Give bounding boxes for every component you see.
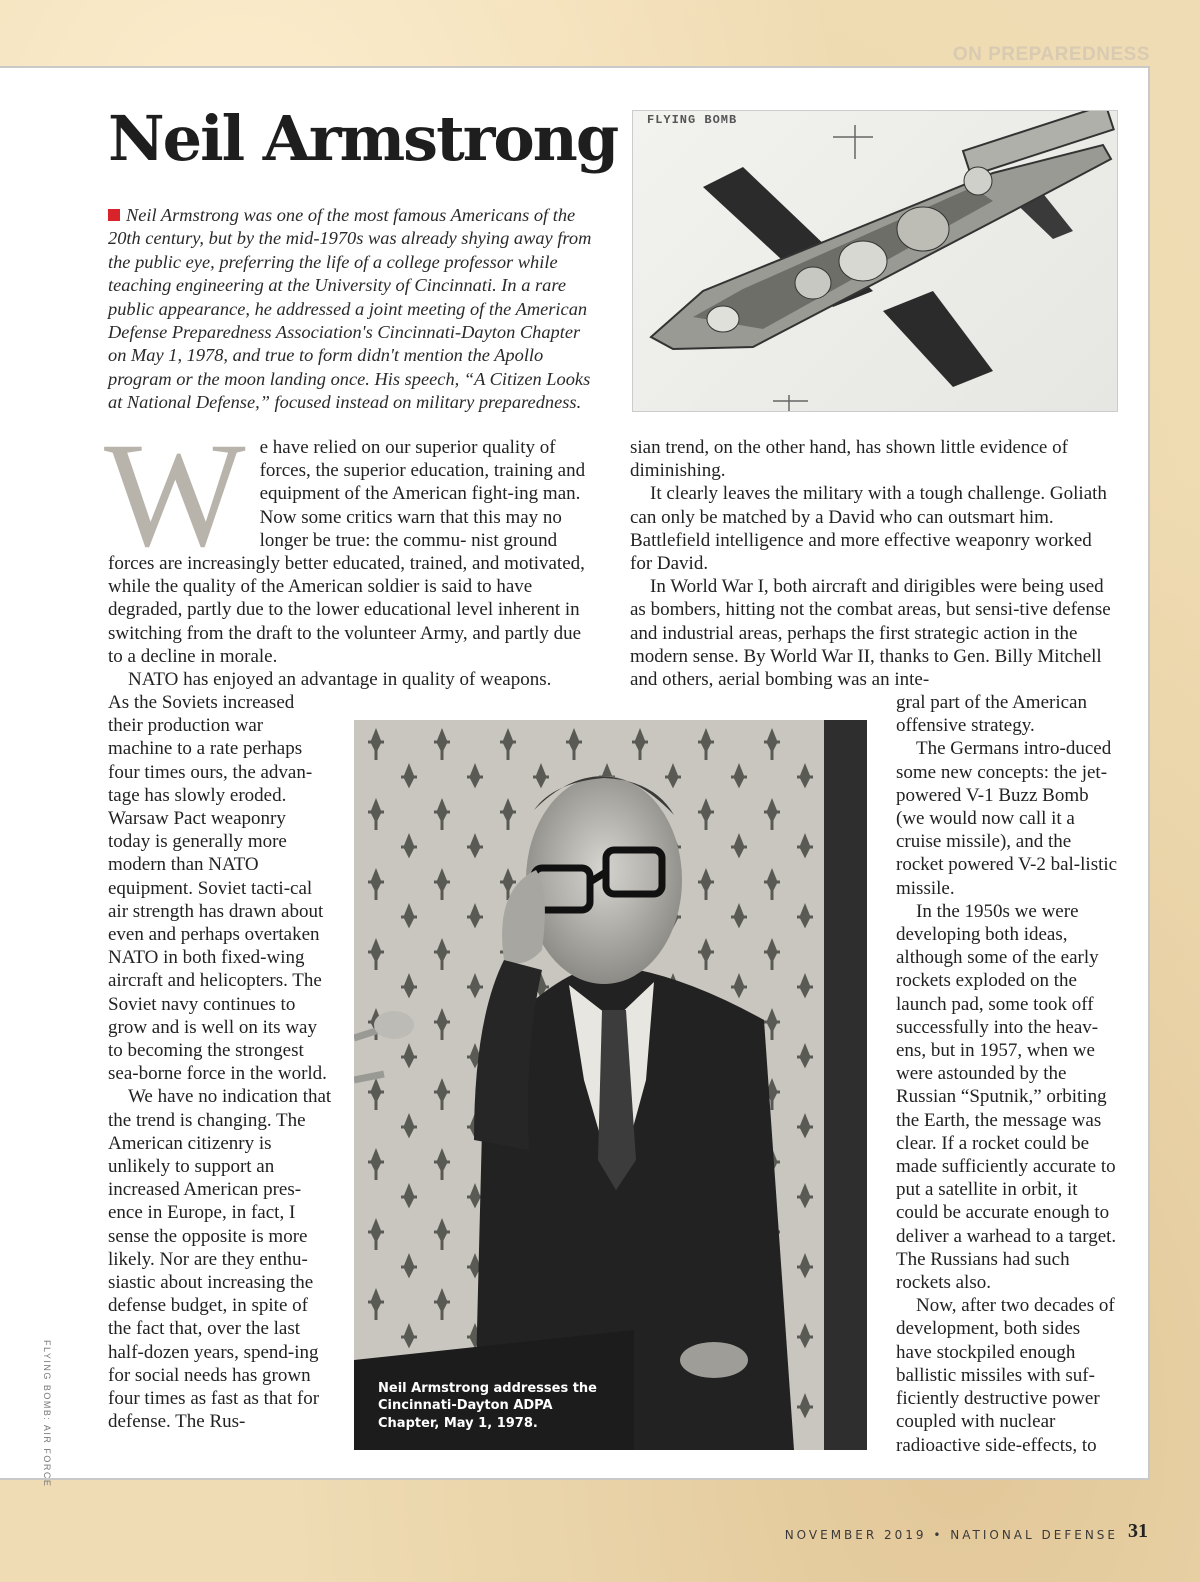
footer-issue: NOVEMBER 2019 • NATIONAL DEFENSE — [784, 1528, 1118, 1542]
paragraph-text: nist ground forces are increasingly better educated, trained, and motivated, while the quality of the American soldier is said to have degraded, partly due to the lower educational level inherent in switching from the draft to the volunteer Army, and partly due to a decline in morale. — [108, 529, 585, 667]
red-square-icon — [108, 209, 120, 221]
column-1-narrow — [108, 691, 332, 1434]
section-label: ON PREPAREDNESS — [952, 44, 1150, 65]
paragraph: As the Soviets increased their production war machine to a rate perhaps four times ours, the advan-tage has slowly eroded. Warsaw Pact weaponry today is generally more modern than NATO equipment. Soviet tacti-cal air strength has drawn about even and perhaps overtaken NATO in both fixed-wing aircraft and helicopters. The Soviet navy continues to grow and is well on its way to becoming the strongest sea-borne force in the world. — [108, 692, 327, 1085]
paragraph: sian trend, on the other hand, has shown little evidence of diminishing. — [630, 437, 1068, 482]
paragraph — [104, 412, 586, 668]
v1-cutaway-drawing — [633, 111, 1118, 412]
paragraph: NATO has enjoyed an advantage in quality of weapons. — [128, 669, 552, 691]
paragraph-text: e have relied on our superior quality of forces, the superior education, training and equipment of the American fight-ing man. Now some critics warn that this may no longer be true: the commu- — [259, 437, 586, 551]
photo-credit: FLYING BOMB: AIR FORCE — [42, 1340, 52, 1488]
paragraph: In the 1950s we were developing both ideas, although some of the early rockets exploded on the launch pad, some took off successfully into the heav-ens, but in 1957, when we were astounded by the Russian “Sputnik,” orbiting the Earth, the message was clear. If a rocket could be made sufficiently accurate to put a satellite in orbit, it could be accurate enough to deliver a warhead to a target. The Russians had such rockets also. — [896, 900, 1117, 1294]
flying-bomb-illustration — [632, 110, 1118, 412]
paragraph: In World War I, both aircraft and dirigibles were being used as bombers, hitting not the combat areas, but sensi-tive defense and industrial areas, perhaps the first strategic action in the modern sense. By World War II, thanks to Gen. Billy Mitchell and others, aerial bombing was an inte- — [630, 576, 1111, 691]
paragraph: It clearly leaves the military with a tough challenge. Goliath can only be matched by a David who can outsmart him. Battlefield intelligence and more effective weaponry worked for David. — [630, 483, 1107, 575]
paragraph: The Germans intro-duced some new concepts: the jet-powered V-1 Buzz Bomb (we would now call it a cruise missile), and the rocket powered V-2 bal-listic missile. — [896, 738, 1118, 899]
column-3 — [896, 691, 1118, 1457]
deck-text: Neil Armstrong was one of the most famous Americans of the 20th century, but by the mid-1970s was already shying away from the public eye, preferring the life of a college professor while teaching engineering at the University of Cincinnati. In a rare public appearance, he addressed a joint meeting of the American Defense Preparedness Association's Cincinnati-Dayton Chapter on May 1, 1978, and true to form didn't mention the Apollo program or the moon landing once. His speech, “A Citizen Looks at National Defense,” focused instead on military preparedness. — [108, 205, 592, 413]
armstrong-photo — [354, 720, 867, 1450]
deck-intro — [108, 204, 598, 415]
drop-cap: W — [104, 412, 246, 578]
flying-bomb-label: FLYING BOMB — [647, 113, 738, 127]
column-1 — [104, 412, 586, 691]
paragraph: gral part of the American offensive strategy. — [896, 692, 1087, 737]
headline: Neil Armstrong — [108, 102, 618, 175]
page-number: 31 — [1128, 1520, 1148, 1542]
photo-drawing — [354, 720, 867, 1450]
paragraph: Now, after two decades of development, both sides have stockpiled enough ballistic missiles with suf-ficiently destructive power coupled with nuclear radioactive side-effects, to — [896, 1295, 1115, 1456]
column-2 — [630, 436, 1116, 691]
paragraph: We have no indication that the trend is changing. The American citizenry is unlikely to support an increased American pres-ence in Europe, in fact, I sense the opposite is more likely. Nor are they enthu-siastic about increasing the defense budget, in spite of the fact that, over the last half-dozen years, spend-ing for social needs has grown four times as fast as that for defense. The Rus- — [108, 1086, 332, 1433]
photo-caption: Neil Armstrong addresses the Cincinnati-Dayton ADPA Chapter, May 1, 1978. — [378, 1380, 597, 1431]
